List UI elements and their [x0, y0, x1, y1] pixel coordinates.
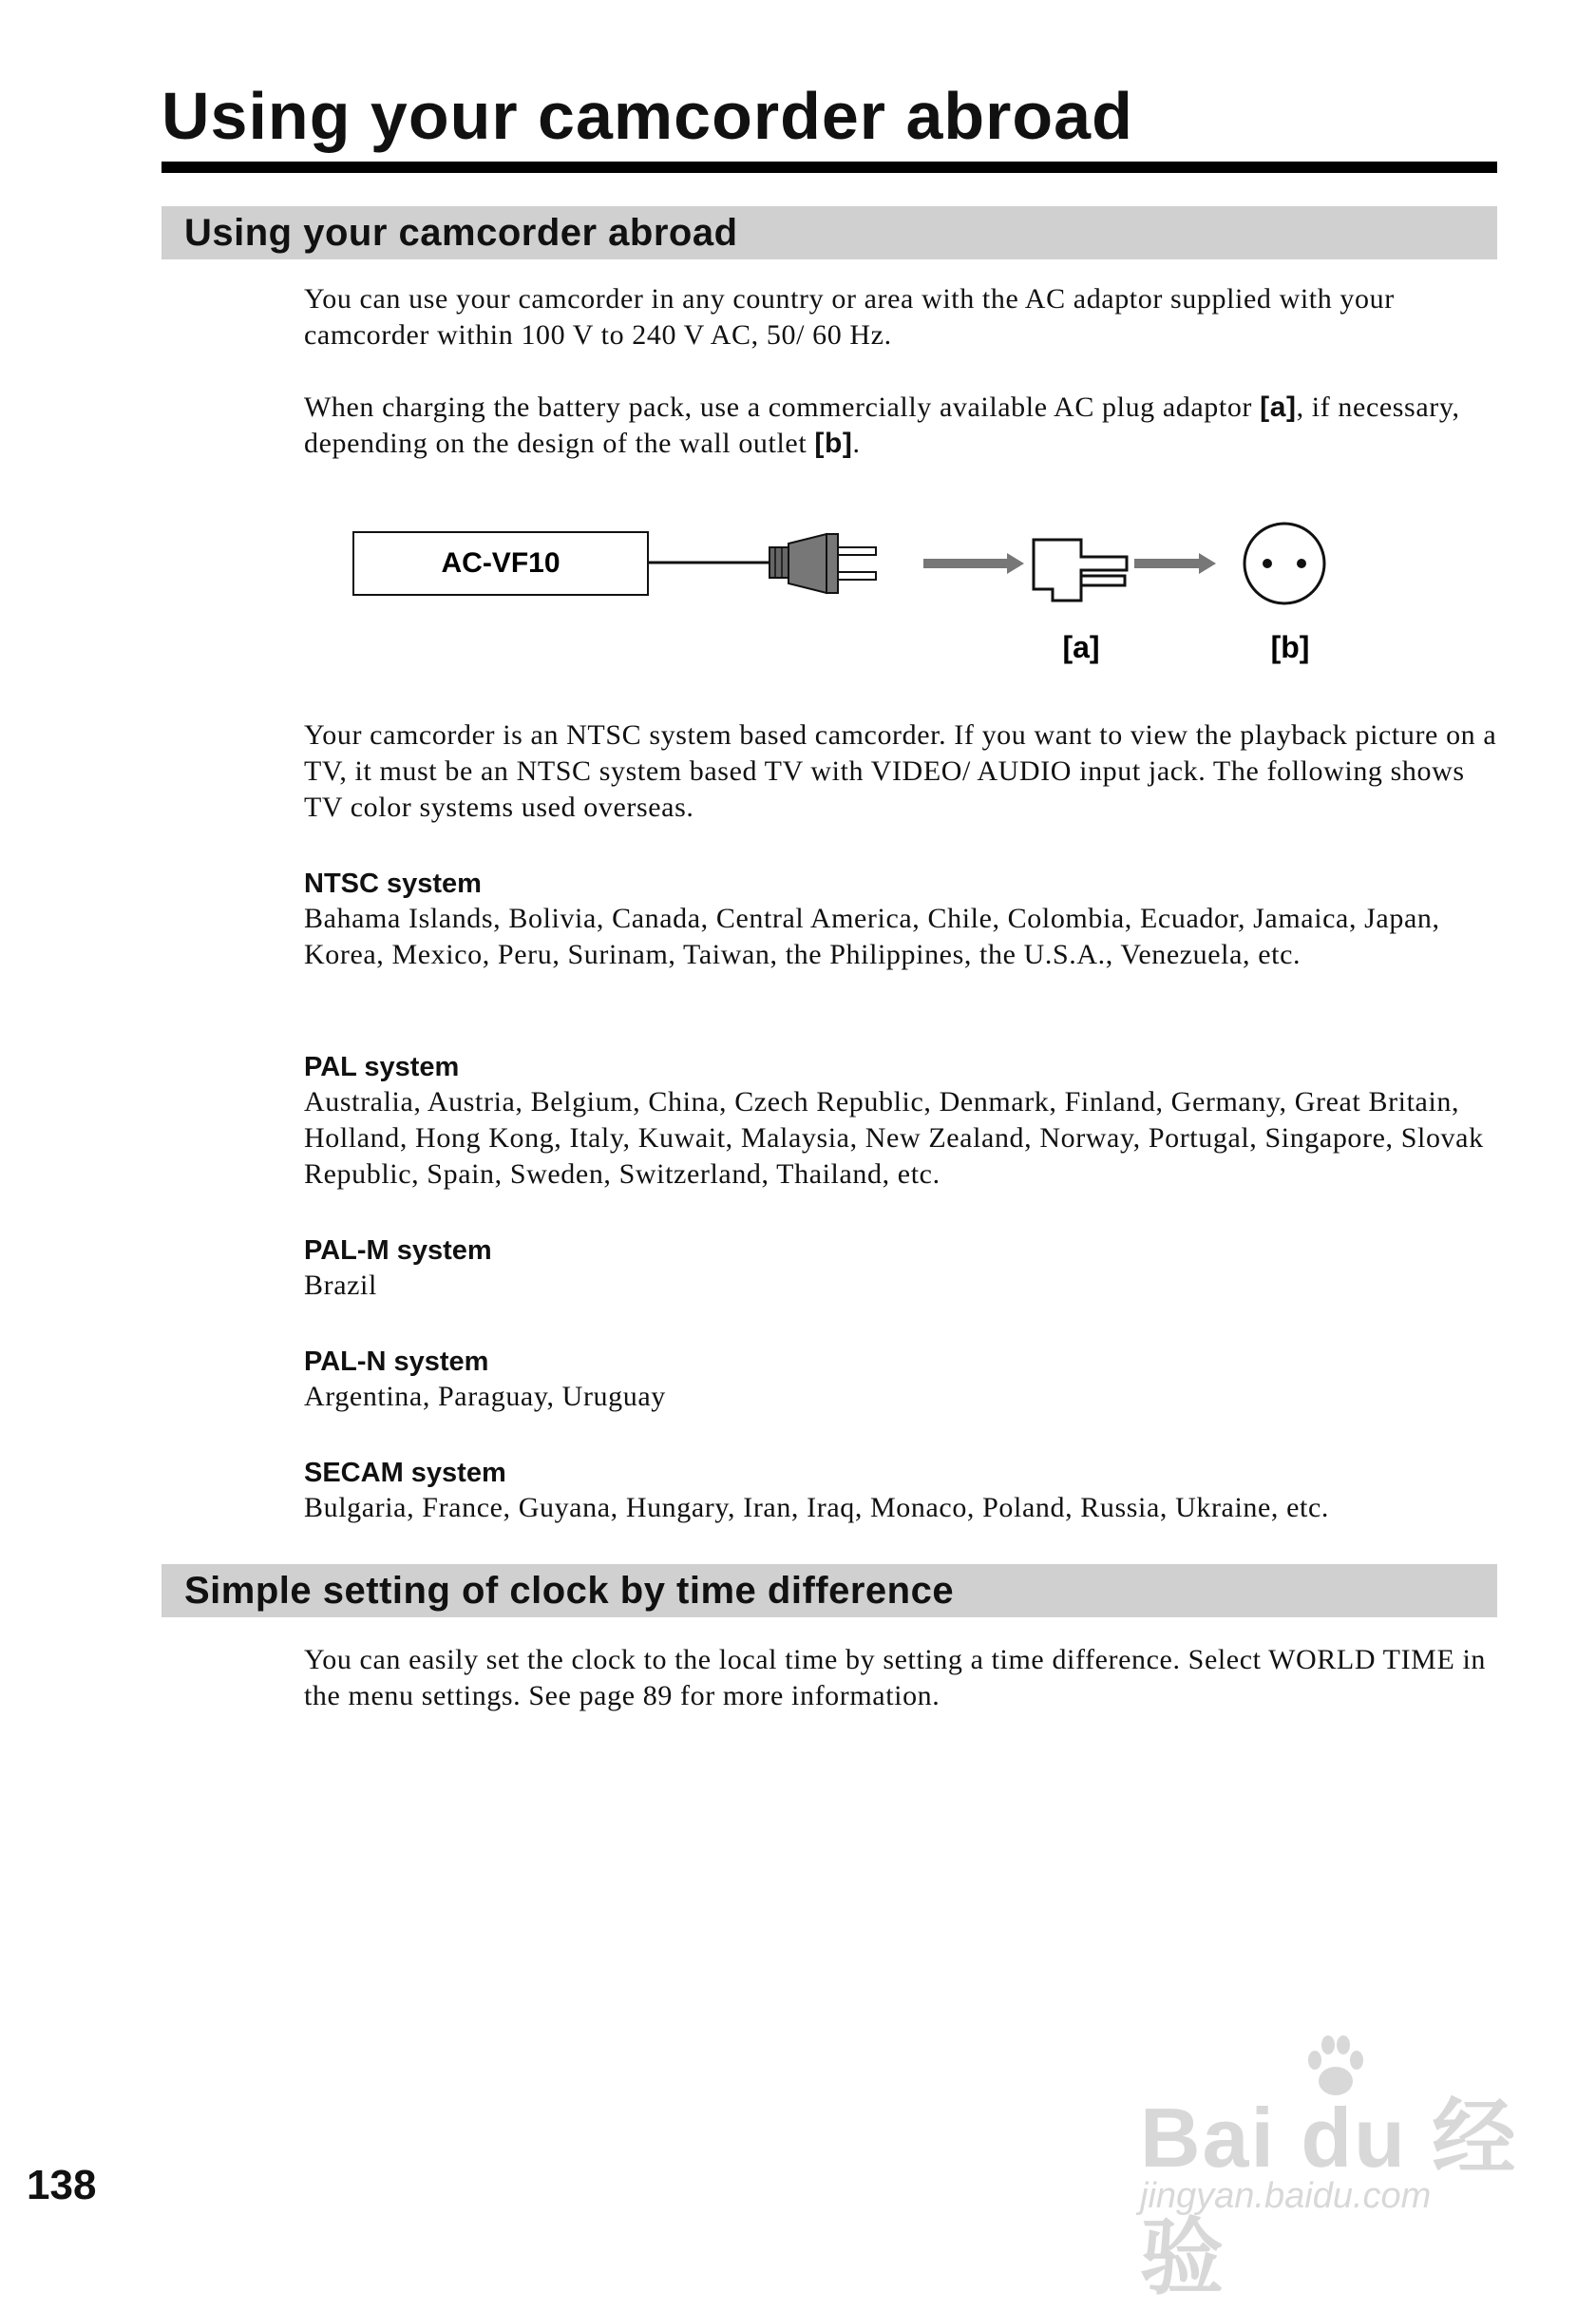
title-rule	[162, 162, 1497, 173]
charging-paragraph	[304, 390, 1501, 462]
plug-icon	[770, 534, 876, 593]
plug-adaptor-icon	[1034, 540, 1127, 601]
plug-adaptor-diagram	[342, 513, 1349, 684]
ref-a: [a]	[1260, 392, 1297, 423]
charging-text-1: When charging the battery pack, use a commercially available AC plug adaptor	[304, 392, 1261, 423]
system-countries-ntsc: Bahama Islands, Bolivia, Canada, Central America, Chile, Colombia, Ecuador, Jamaica, Japan, Korea, Mexico, Peru, Surinam, Taiwan, the Philippines, the U.S.A., Venezuela, etc.	[304, 903, 1440, 970]
ntsc-paragraph: Your camcorder is an NTSC system based camcorder. If you want to view the playback picture on a TV, it must be an NTSC system based TV with VIDEO/ AUDIO input jack. The following shows TV color systems used overseas.	[304, 719, 1497, 823]
arrow-right-icon	[923, 553, 1024, 574]
system-countries-pal-n: Argentina, Paraguay, Uruguay	[304, 1381, 666, 1412]
charging-text-3: .	[852, 428, 861, 459]
page-number: 138	[27, 2162, 97, 2208]
system-countries-pal: Australia, Austria, Belgium, China, Czech Republic, Denmark, Finland, Germany, Great Britain, Holland, Hong Kong, Italy, Kuwait, Malaysia, New Zealand, Norway, Portugal, Singapore, Slovak Republic, Spain, Sweden, Switzerland, Thailand, etc.	[304, 1086, 1484, 1190]
clock-paragraph: You can easily set the clock to the local time by setting a time difference. Select WORLD TIME in the menu settings. See page 89 for more information.	[304, 1644, 1487, 1711]
label-b: [b]	[1270, 630, 1310, 664]
watermark	[1140, 2034, 1520, 2304]
system-heading-ntsc: NTSC system	[304, 869, 482, 899]
intro-paragraph: You can use your camcorder in any country or area with the AC adaptor supplied with your camcorder within 100 V to 240 V AC, 50/ 60 Hz.	[304, 283, 1395, 351]
section-heading-clock: Simple setting of clock by time difference	[162, 1564, 1497, 1617]
system-heading-pal-m: PAL-M system	[304, 1235, 492, 1266]
ref-b: [b]	[814, 428, 853, 459]
label-a: [a]	[1062, 630, 1100, 664]
ac-adaptor-label: AC-VF10	[441, 547, 560, 579]
watermark-logo: Bai du 经验	[1140, 2091, 1518, 2304]
section-heading-abroad: Using your camcorder abroad	[162, 206, 1497, 259]
page-title: Using your camcorder abroad	[162, 79, 1133, 153]
system-heading-secam: SECAM system	[304, 1458, 506, 1488]
arrow-right-icon	[1134, 553, 1216, 574]
system-heading-pal: PAL system	[304, 1052, 460, 1082]
system-countries-pal-m: Brazil	[304, 1270, 377, 1301]
wall-outlet-icon	[1244, 524, 1324, 603]
system-heading-pal-n: PAL-N system	[304, 1346, 489, 1377]
charging-text-2: , if necessary, depending on the design of the wall outlet	[304, 392, 1460, 459]
watermark-url: jingyan.baidu.com	[1140, 2176, 1432, 2216]
system-countries-secam: Bulgaria, France, Guyana, Hungary, Iran, Iraq, Monaco, Poland, Russia, Ukraine, etc.	[304, 1492, 1329, 1523]
